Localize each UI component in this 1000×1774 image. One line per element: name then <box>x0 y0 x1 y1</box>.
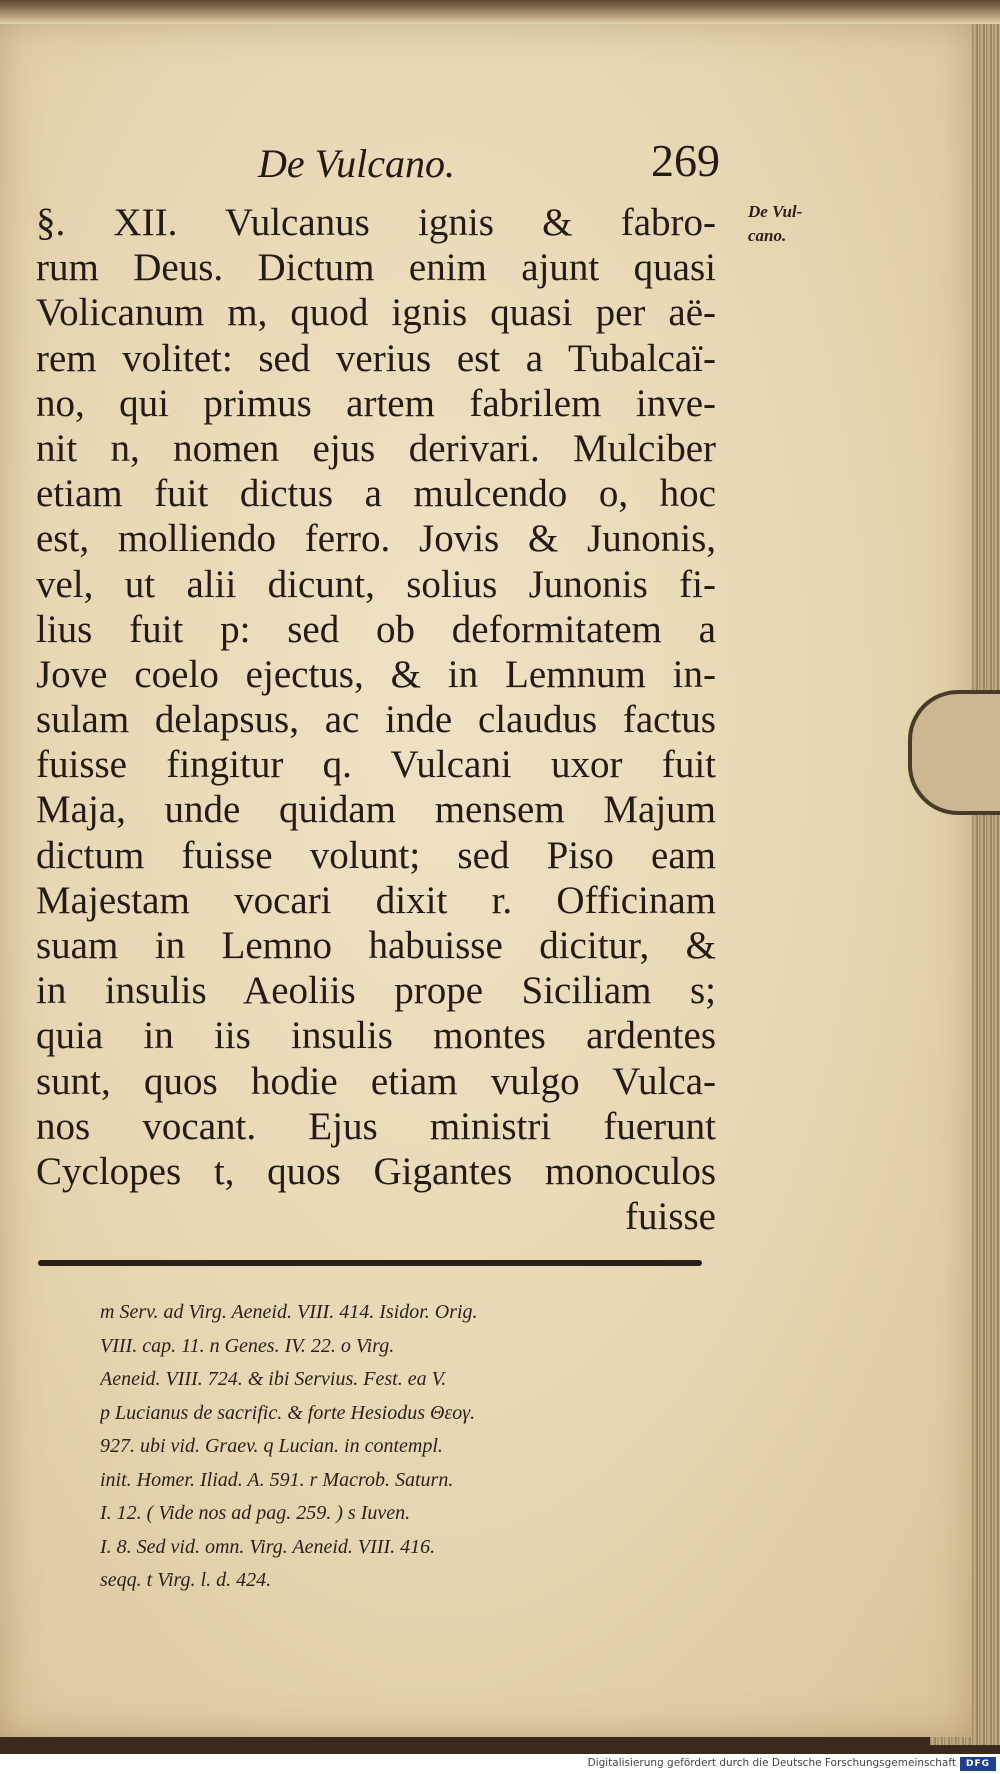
text-line: lius fuit p: sed ob deformitatem a <box>36 607 716 651</box>
footnote-rule <box>38 1260 702 1266</box>
margin-note-line: De Vul- <box>748 202 803 221</box>
page-top-shadow <box>0 0 1000 24</box>
text-line: Jove coelo ejectus, & in Lemnum in- <box>36 652 716 696</box>
footnote-line: VIII. cap. 11. n Genes. IV. 22. o Virg. <box>100 1334 395 1357</box>
footnote-line: 927. ubi vid. Graev. q Lucian. in contempl. <box>100 1435 443 1457</box>
margin-note-line: cano. <box>748 226 787 245</box>
text-line: Maja, unde quidam mensem Majum <box>36 788 716 832</box>
text-line: in insulis Aeoliis prope Siciliam s; <box>36 969 716 1013</box>
text-line: sulam delapsus, ac inde claudus factus <box>36 698 716 742</box>
footnote-line: Aeneid. VIII. 724. & ibi Servius. Fest. ea V. <box>100 1368 447 1390</box>
footnote-line: m Serv. ad Virg. Aeneid. VIII. 414. Isidor. Orig. <box>100 1301 478 1323</box>
digitization-credit: Digitalisierung gefördert durch die Deutsche Forschungsgemeinschaft <box>587 1757 956 1769</box>
text-line: quia in iis insulis montes ardentes <box>36 1014 716 1058</box>
text-line: Volicanum m, quod ignis quasi per aë- <box>36 291 716 335</box>
footnote-line: I. 12. ( Vide nos ad pag. 259. ) s Iuven. <box>100 1502 411 1524</box>
page-header <box>250 135 720 200</box>
text-line: rem volitet: sed verius est a Tubalcaï- <box>36 336 716 380</box>
margin-note <box>748 200 868 248</box>
text-line: dictum fuisse volunt; sed Piso eam <box>36 833 716 877</box>
main-text-block <box>36 200 716 1239</box>
text-line: est, molliendo ferro. Jovis & Junonis, <box>36 517 716 561</box>
text-line: no, qui primus artem fabrilem inve- <box>36 381 716 425</box>
text-line: nit n, nomen ejus derivari. Mulciber <box>36 426 716 470</box>
text-line: Cyclopes t, quos Gigantes monoculos <box>36 1149 716 1193</box>
footnote-line: p Lucianus de sacrific. & forte Hesiodus Θεογ. <box>100 1401 476 1424</box>
dfg-logo: DFG <box>960 1757 996 1771</box>
text-line: fuisse fingitur q. Vulcani uxor fuit <box>36 743 716 787</box>
running-head: De Vulcano. <box>258 141 455 186</box>
text-line: nos vocant. Ejus ministri fuerunt <box>36 1104 716 1148</box>
text-line: §. XII. Vulcanus ignis & fabro- <box>36 201 716 244</box>
page-number: 269 <box>651 135 720 186</box>
text-line: etiam fuit dictus a mulcendo o, hoc <box>36 472 716 516</box>
digitization-credit-bar <box>0 1754 1000 1774</box>
footnotes-block <box>100 1296 712 1598</box>
text-line: Majestam vocari dixit r. Officinam <box>36 878 716 922</box>
text-line-catchword: fuisse <box>625 1195 716 1239</box>
page-clip-tab <box>908 690 1000 815</box>
footnote-line: seqq. t Virg. l. d. 424. <box>100 1569 272 1591</box>
text-line: rum Deus. Dictum enim ajunt quasi <box>36 246 716 290</box>
footnote-line: init. Homer. Iliad. A. 591. r Macrob. Saturn. <box>100 1468 454 1491</box>
text-line: vel, ut alii dicunt, solius Junonis fi- <box>36 562 716 606</box>
text-line: sunt, quos hodie etiam vulgo Vulca- <box>36 1059 716 1103</box>
text-line: suam in Lemno habuisse dicitur, & <box>36 924 716 967</box>
footnote-line: I. 8. Sed vid. omn. Virg. Aeneid. VIII. 416. <box>100 1535 436 1558</box>
